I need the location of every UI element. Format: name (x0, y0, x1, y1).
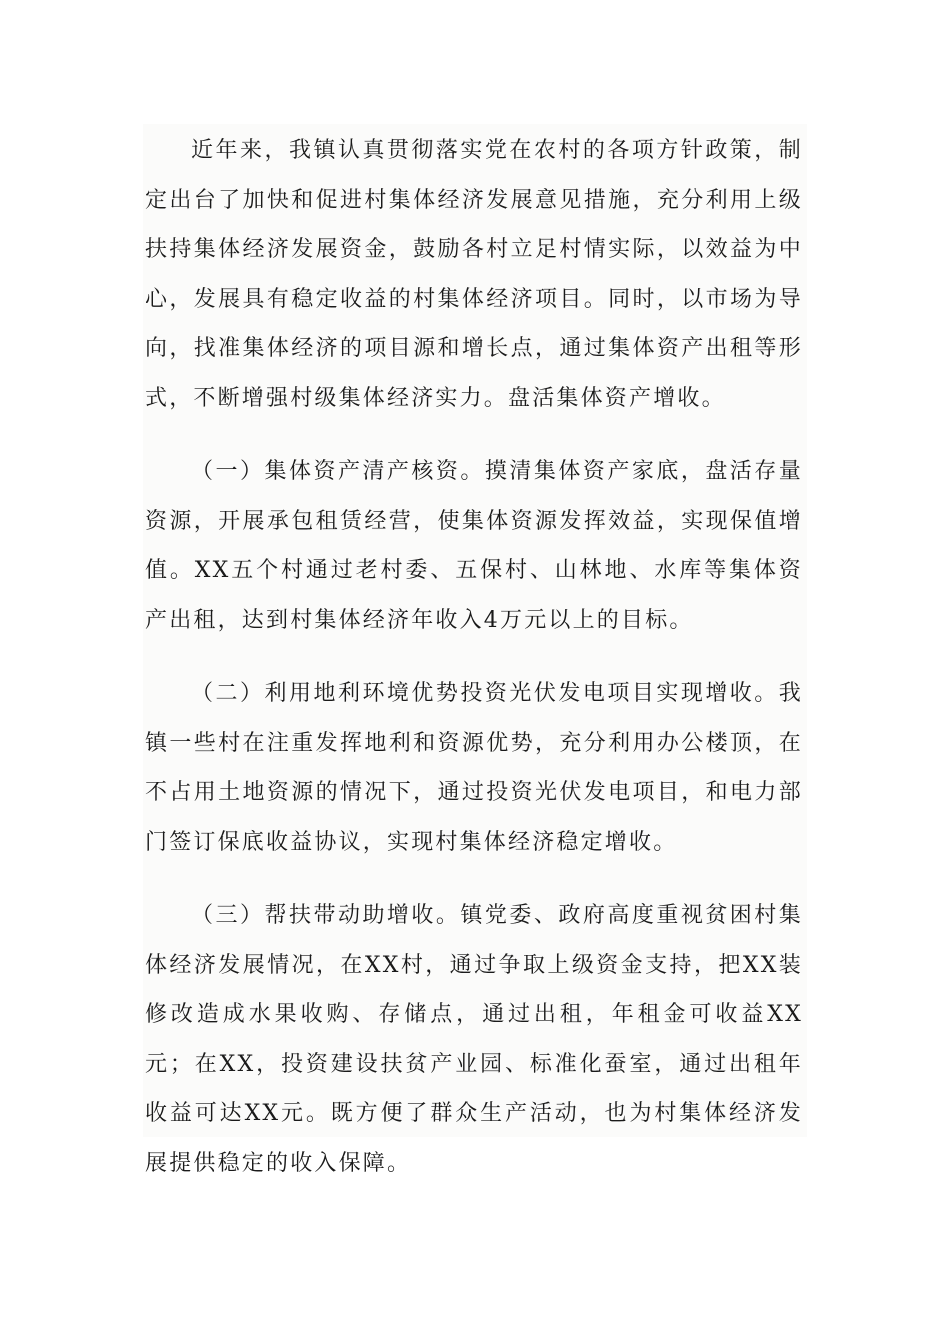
paragraph-intro: 近年来，我镇认真贯彻落实党在农村的各项方针政策，制定出台了加快和促进村集体经济发展意见措施，充分利用上级扶持集体经济发展资金，鼓励各村立足村情实际，以效益为中心，发展具有稳定收益的村集体经济项目。同时，以市场为导向，找准集体经济的项目源和增长点，通过集体资产出租等形式，不断增强村级集体经济实力。盘活集体资产增收。 (145, 138, 803, 411)
paragraph-section-2: （二）利用地利环境优势投资光伏发电项目实现增收。我镇一些村在注重发挥地利和资源优势，充分利用办公楼顶，在不占用土地资源的情况下，通过投资光伏发电项目，和电力部门签订保底收益协议，实现村集体经济稳定增收。 (145, 681, 803, 855)
paragraph-gap (143, 867, 807, 891)
paragraph-section-3: （三）帮扶带动助增收。镇党委、政府高度重视贫困村集体经济发展情况，在XX村，通过争取上级资金支持，把XX装修改造成水果收购、存储点，通过出租，年租金可收益XX元；在XX，投资建设扶贫产业园、标准化蚕室，通过出租年收益可达XX元。既方便了群众生产活动，也为村集体经济发展提供稳定的收入保障。 (145, 903, 803, 1176)
paragraph-gap (143, 423, 807, 447)
paragraph-section-1: （一）集体资产清产核资。摸清集体资产家底，盘活存量资源，开展承包租赁经营，使集体资源发挥效益，实现保值增值。XX五个村通过老村委、五保村、山林地、水库等集体资产出租，达到村集体经济年收入4万元以上的目标。 (145, 459, 803, 633)
document-body (143, 124, 807, 1176)
paragraph-gap (143, 645, 807, 669)
